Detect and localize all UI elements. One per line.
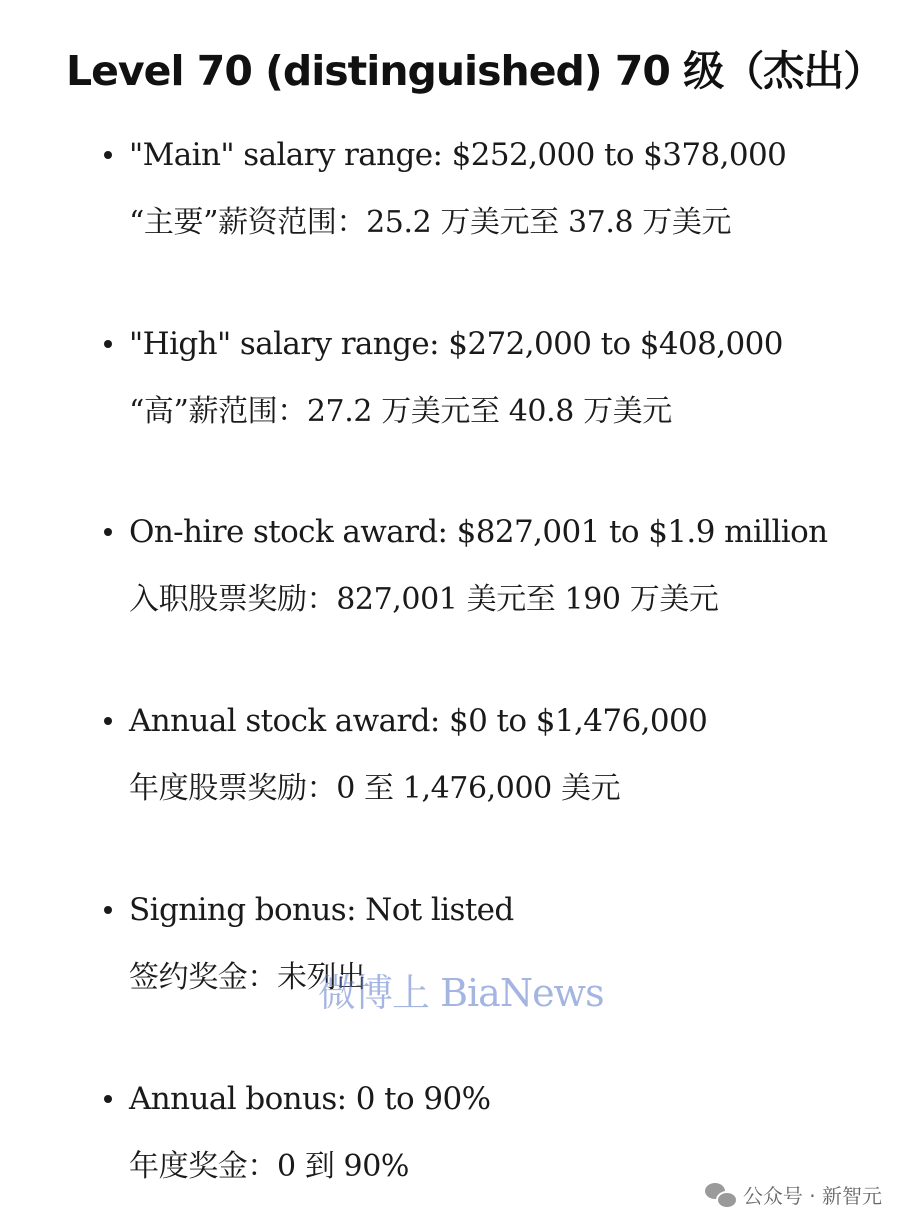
footer-attribution [705, 1180, 882, 1209]
item-chinese-text: 年度奖金：0 到 90% [129, 1149, 410, 1184]
item-english-text: Annual bonus: 0 to 90% [129, 1081, 491, 1117]
item-english-text: On-hire stock award: $827,001 to $1.9 million [129, 514, 828, 550]
bullet-icon [104, 1095, 112, 1103]
item-chinese-text: 入职股票奖励：827,001 美元至 190 万美元 [129, 582, 719, 617]
footer-text: 公众号 · 新智元 [742, 1184, 882, 1208]
wechat-icon [705, 1183, 735, 1207]
page-title: Level 70 (distinguished) 70 级（杰出） [66, 47, 884, 95]
item-english-text: "High" salary range: $272,000 to $408,000 [129, 326, 783, 362]
bullet-icon [104, 528, 112, 536]
item-english-text: Signing bonus: Not listed [129, 892, 514, 928]
bullet-icon [104, 906, 112, 914]
item-chinese-text: “高”薪范围：27.2 万美元至 40.8 万美元 [129, 394, 672, 429]
bullet-icon [104, 717, 112, 725]
watermark: 微博上 BiaNews [318, 971, 604, 1015]
bullet-icon [104, 340, 112, 348]
item-chinese-text: “主要”薪资范围：25.2 万美元至 37.8 万美元 [129, 205, 732, 240]
bullet-icon [104, 151, 112, 159]
item-english-text: "Main" salary range: $252,000 to $378,000 [129, 137, 787, 173]
item-english-text: Annual stock award: $0 to $1,476,000 [129, 703, 708, 739]
item-chinese-text: 签约奖金：未列出 [129, 960, 366, 995]
item-chinese-text: 年度股票奖励：0 至 1,476,000 美元 [129, 771, 621, 806]
